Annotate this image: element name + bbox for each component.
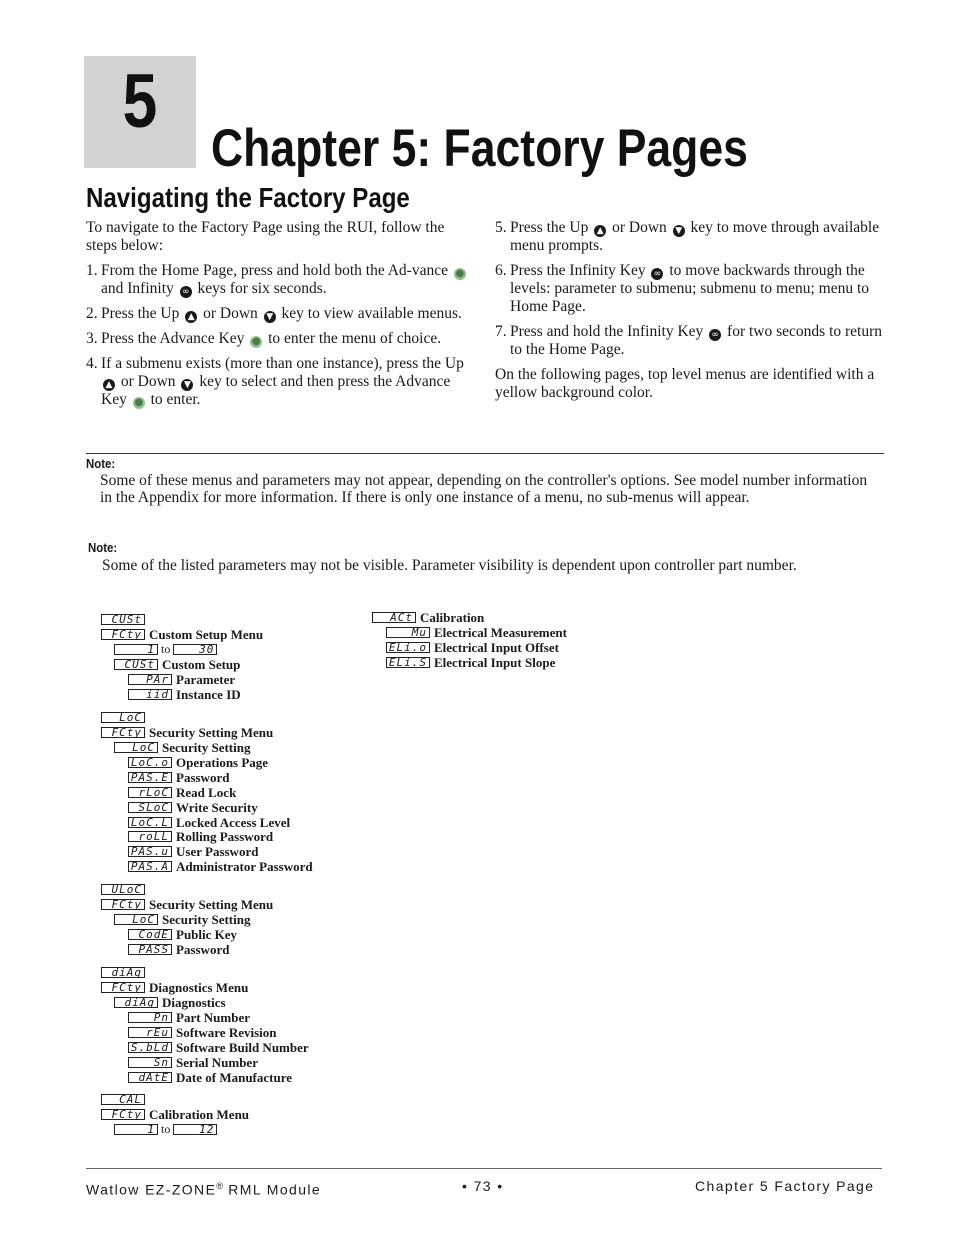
after-steps-text: On the following pages, top level menus are identified with a yellow background color.	[495, 366, 875, 401]
menu-cal-instances: 1 to 12	[114, 1122, 217, 1137]
step-7: 7. Press and hold the Infinity Key ∞ for two seconds to return to the Home Page.	[495, 323, 883, 358]
up-arrow-key-icon: ▲	[594, 225, 606, 237]
menu-uloc: ULoC	[101, 882, 145, 897]
param-pn: Pn Part Number	[128, 1010, 250, 1025]
step-4: 4. If a submenu exists (more than one instance), press the Up ▲ or Down ▼ key to select and then press the Advance Key ● to enter.	[86, 355, 464, 408]
note-2-label: Note:	[88, 540, 118, 555]
submenu-cust: CUSt Custom Setup	[114, 657, 240, 672]
menu-cal: CAL	[101, 1092, 145, 1107]
step-3: 3. Press the Advance Key ● to enter the menu of choice.	[86, 330, 442, 347]
param-sloc: SLoC Write Security	[128, 800, 258, 815]
menu-cal-title: FCty Calibration Menu	[101, 1107, 249, 1122]
menu-act: ACt Calibration	[372, 610, 484, 625]
param-sbld: S.bLd Software Build Number	[128, 1040, 309, 1055]
submenu-loc: LoC Security Setting	[114, 740, 250, 755]
menu-loc: LoC	[101, 710, 145, 725]
menu-cust-instances: 1 to 30	[114, 642, 217, 657]
param-eli-s: ELi.S Electrical Input Slope	[386, 655, 555, 670]
param-loc-o: LoC.o Operations Page	[128, 755, 268, 770]
advance-key-icon: ●	[134, 397, 144, 408]
left-column	[86, 219, 468, 416]
param-eli-o: ELi.o Electrical Input Offset	[386, 640, 559, 655]
param-roll: roLL Rolling Password	[128, 829, 273, 844]
param-pass: PASS Password	[128, 942, 229, 957]
down-arrow-key-icon: ▼	[181, 379, 193, 391]
note-1-label: Note:	[86, 456, 116, 471]
menu-diag: diAg	[101, 965, 145, 980]
param-pas-e: PAS.E Password	[128, 770, 229, 785]
footer-right: Chapter 5 Factory Page	[695, 1178, 875, 1194]
menu-cust: CUSt	[101, 612, 145, 627]
divider-rule	[86, 453, 884, 454]
note-1-text: Some of these menus and parameters may not appear, depending on the controller's options. See model number information in the Appendix for more information. If there is only one instance of a menu, no sub-menus will appear.	[100, 472, 868, 506]
param-code: CodE Public Key	[128, 927, 237, 942]
up-arrow-key-icon: ▲	[103, 379, 115, 391]
menu-diag-title: FCty Diagnostics Menu	[101, 980, 248, 995]
param-pas-u: PAS.u User Password	[128, 844, 258, 859]
menu-cust-title: FCty Custom Setup Menu	[101, 627, 263, 642]
infinity-key-icon: ∞	[180, 286, 192, 298]
intro-text: To navigate to the Factory Page using the RUI, follow the steps below:	[86, 219, 445, 254]
step-1: 1. From the Home Page, press and hold both the Ad-vance ● and Infinity ∞ keys for six seconds.	[86, 262, 465, 297]
chapter-title: Chapter 5: Factory Pages	[211, 119, 748, 178]
footer-page-number: • 73 •	[462, 1178, 504, 1194]
down-arrow-key-icon: ▼	[673, 225, 685, 237]
param-rloc: rLoC Read Lock	[128, 785, 236, 800]
advance-key-icon: ●	[251, 336, 261, 347]
infinity-key-icon: ∞	[709, 329, 721, 341]
infinity-key-icon: ∞	[651, 268, 663, 280]
param-sn: Sn Serial Number	[128, 1055, 258, 1070]
step-2: 2. Press the Up ▲ or Down ▼ key to view available menus.	[86, 305, 462, 322]
chapter-number: 5	[122, 59, 158, 144]
submenu-uloc: LoC Security Setting	[114, 912, 250, 927]
section-title: Navigating the Factory Page	[86, 182, 410, 213]
param-pas-a: PAS.A Administrator Password	[128, 859, 313, 874]
param-iid: iid Instance ID	[128, 687, 241, 702]
right-column	[495, 219, 887, 409]
footer-left: Watlow EZ-ZONE® RML Module	[86, 1181, 322, 1198]
param-rev: rEu Software Revision	[128, 1025, 277, 1040]
param-loc-l: LoC.L Locked Access Level	[128, 815, 290, 830]
down-arrow-key-icon: ▼	[264, 311, 276, 323]
submenu-diag: diAg Diagnostics	[114, 995, 226, 1010]
menu-uloc-title: FCty Security Setting Menu	[101, 897, 273, 912]
advance-key-icon: ●	[455, 268, 465, 279]
footer-rule	[86, 1168, 882, 1169]
step-5: 5. Press the Up ▲ or Down ▼ key to move through available menu prompts.	[495, 219, 880, 254]
step-6: 6. Press the Infinity Key ∞ to move backwards through the levels: parameter to submenu; submenu to menu; menu to Home Page.	[495, 262, 870, 315]
up-arrow-key-icon: ▲	[185, 311, 197, 323]
note-2-text: Some of the listed parameters may not be visible. Parameter visibility is dependent upon controller part number.	[102, 557, 797, 574]
menu-loc-title: FCty Security Setting Menu	[101, 725, 273, 740]
param-par: PAr Parameter	[128, 672, 235, 687]
param-mu: Mu Electrical Measurement	[386, 625, 567, 640]
param-date: dAtE Date of Manufacture	[128, 1070, 292, 1085]
